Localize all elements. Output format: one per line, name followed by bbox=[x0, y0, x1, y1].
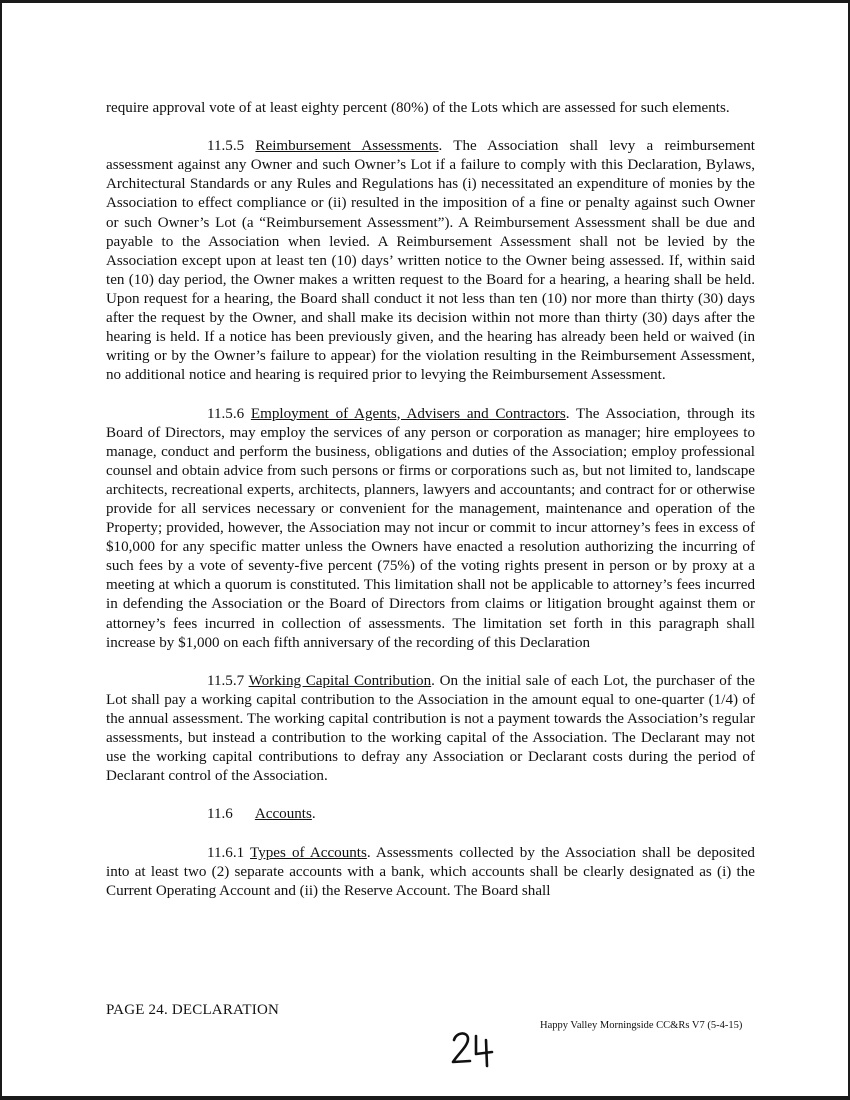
section-text: . On the initial sale of each Lot, the purchaser of the Lot shall pay a working capital contribution to the Association in the amount equal to one-quarter (1/4) of the annual assessment. The working capital contribution is not a payment towards the Association’s regular assessments, but instead a contribution to the working capital of the Association. The Declarant may not use the working capital contributions to defray any Association or Declarant costs during the period of Declarant control of the Association. bbox=[106, 672, 755, 785]
section-11-6-1 bbox=[106, 844, 755, 901]
section-number: 11.5.6 bbox=[207, 405, 245, 422]
section-11-5-5 bbox=[106, 137, 755, 385]
section-text: . The Association shall levy a reimbursement assessment against any Owner and such Owner’s Lot if a failure to comply with this Declaration, Bylaws, Architectural Standards or any Rules and Regulations has (i) necessitated an expenditure of monies by the Association to effect compliance or (ii) resulted in the imposition of a fine or penalty against such Owner or such Owner’s Lot (a “Reimbursement Assessment”). A Reimbursement Assessment shall be due and payable to the Association when levied. A Reimbursement Assessment shall not be levied by the Association except upon at least ten (10) days’ written notice to the Owner being assessed. If, within said ten (10) day period, the Owner makes a written request to the Board for a hearing, a hearing shall be held. Upon request for a hearing, the Board shall conduct it not less than ten (10) nor more than thirty (30) days after the request by the Owner, and shall make its decision within not more than thirty (30) days after the hearing is held. If a notice has been previously given, and the hearing has already been held or waived (in writing or by the Owner’s failure to appear) for the violation resulting in the Reimbursement Assessment, no additional notice and hearing is required prior to levying the Reimbursement Assessment. bbox=[106, 138, 755, 384]
paragraph-continuation: require approval vote of at least eighty percent (80%) of the Lots which are assessed for such elements. bbox=[106, 100, 730, 116]
section-heading: Types of Accounts bbox=[250, 844, 367, 861]
document-reference: Happy Valley Morningside CC&Rs V7 (5-4-15) bbox=[540, 1020, 743, 1031]
section-number: 11.5.7 bbox=[207, 672, 245, 689]
section-heading: Employment of Agents, Advisers and Contractors bbox=[250, 405, 566, 422]
section-text: . The Association, through its Board of Directors, may employ the services of any person or corporation as manager; hire employees to manage, conduct and perform the business, obligations and duties of the Association; employ professional counsel and obtain advice from such persons or firms or corporations such as, but not limited to, landscape architects, recreational experts, architects, planners, lawyers and accountants; and contract for or otherwise provide for all services necessary or convenient for the management, maintenance and operation of the Property; provided, however, the Association may not incur or commit to incur attorney’s fees in excess of $10,000 for any specific matter unless the Owners have enacted a resolution authorizing the incurring of such fees by a vote of seventy-five percent (75%) of the voting rights present in person or by proxy at a meeting at which a quorum is constituted. This limitation shall not be applicable to attorney’s fees incurred in defending the Association or the Board of Directors from claims or litigation brought against them or attorney’s fees incurred in collection of assessments. The limitation set forth in this paragraph shall increase by $1,000 on each fifth anniversary of the recording of this Declaration bbox=[106, 405, 755, 651]
page-label: PAGE 24. DECLARATION bbox=[106, 1002, 280, 1018]
section-11-6 bbox=[106, 805, 755, 824]
section-heading: Working Capital Contribution bbox=[248, 672, 432, 689]
section-11-5-6 bbox=[106, 405, 755, 653]
scan-border-top bbox=[0, 0, 850, 3]
section-heading-tail: . bbox=[311, 806, 316, 823]
section-heading: Accounts bbox=[254, 806, 312, 823]
section-11-5-7 bbox=[106, 672, 755, 787]
document-body bbox=[106, 99, 755, 901]
handwritten-page-number bbox=[450, 1028, 498, 1068]
scan-border-bottom bbox=[0, 1096, 850, 1100]
scan-border-left bbox=[0, 0, 2, 1100]
section-heading: Reimbursement Assessments bbox=[255, 138, 439, 155]
section-number: 11.5.5 bbox=[207, 138, 245, 155]
section-text: . Assessments collected by the Association shall be deposited into at least two (2) separate accounts with a bank, which accounts shall be clearly designated as (i) the Current Operating Account and (ii) the Reserve Account. The Board shall bbox=[106, 844, 755, 899]
section-number: 11.6 bbox=[207, 806, 233, 823]
section-number: 11.6.1 bbox=[207, 844, 245, 861]
